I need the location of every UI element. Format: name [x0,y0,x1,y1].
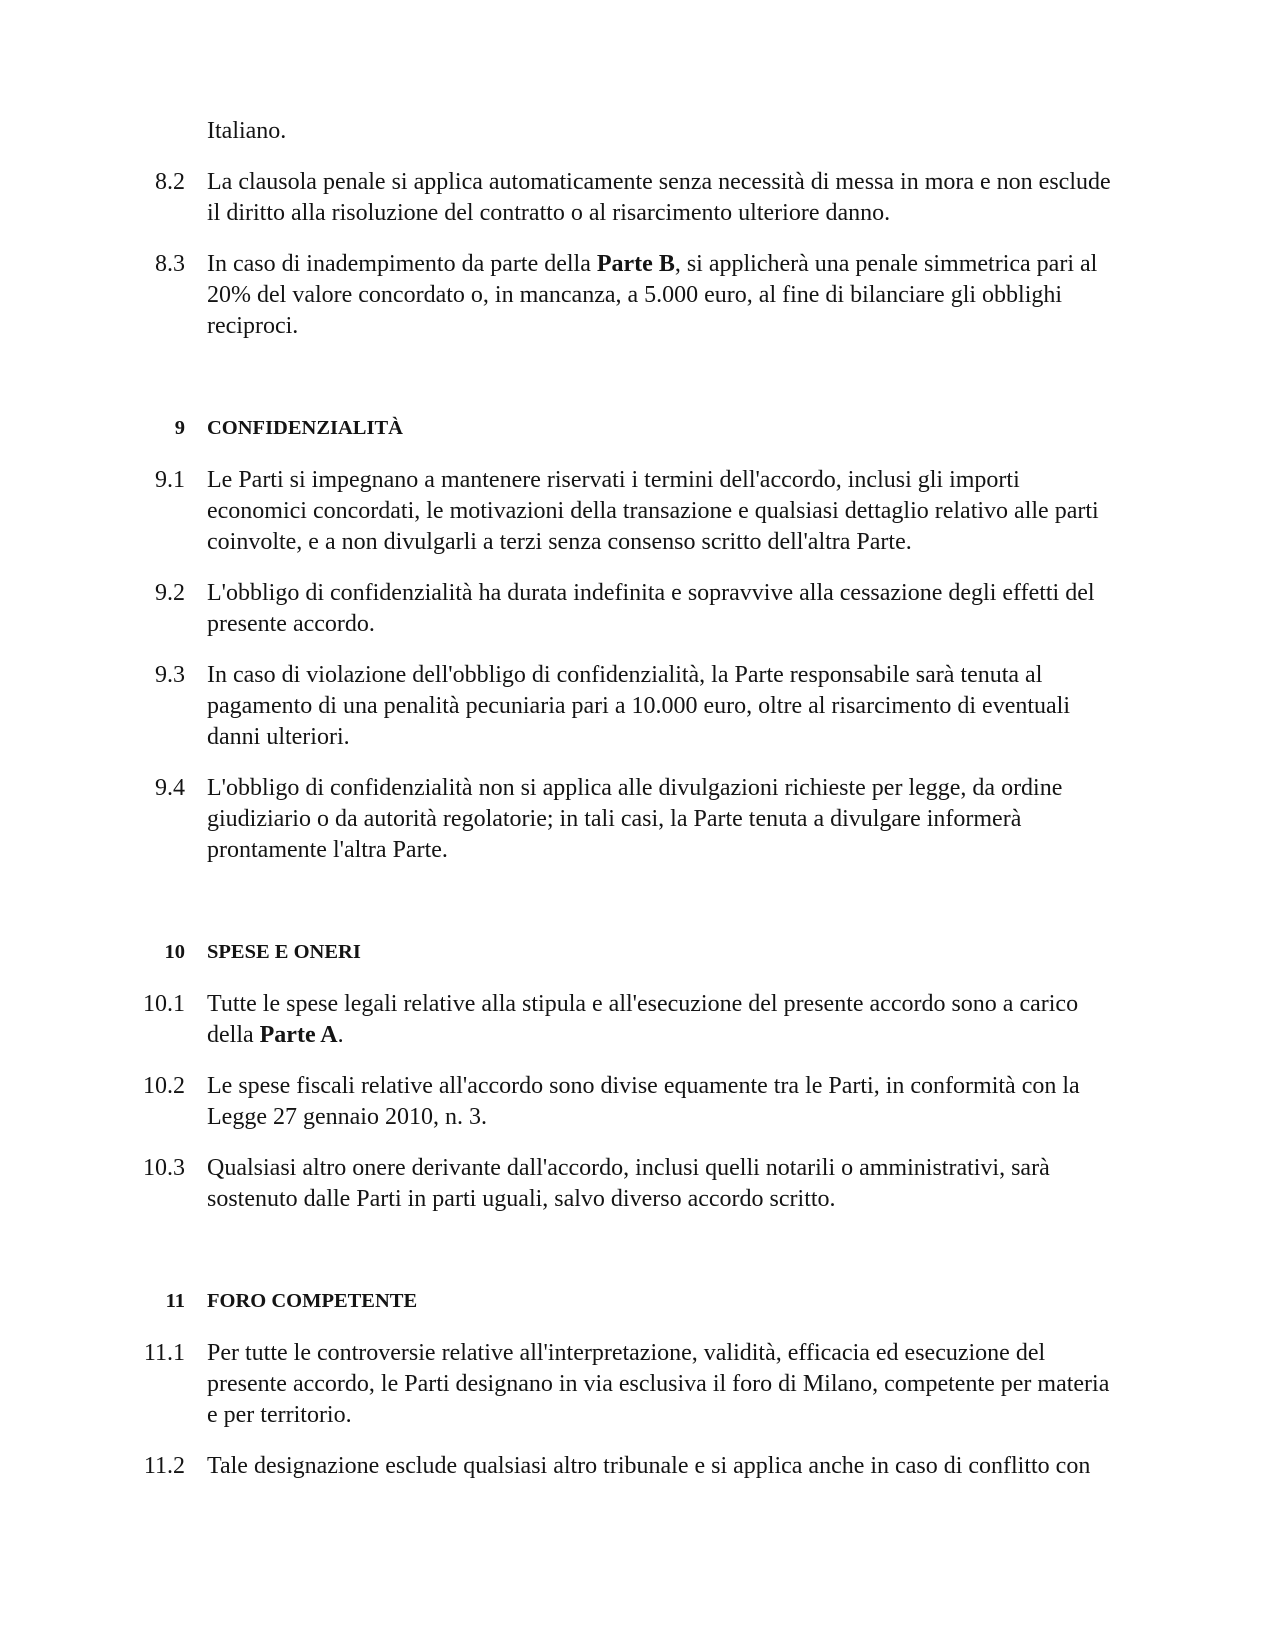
clause-10.2 [143,1071,1123,1133]
clause-9.2 [155,578,1123,640]
text-segment: Qualsiasi altro onere derivante dall'accordo, inclusi quelli notarili o amministrativi, sarà sostenuto dalle Parti in parti uguali, salvo diverso accordo scritto. [207,1155,1050,1212]
section-number: 11 [165,1290,185,1312]
text-segment: Italiano. [207,118,287,144]
clause-text [207,118,286,144]
clause-number: 9.2 [155,580,185,606]
text-segment: . [337,1022,344,1048]
clause-8.3 [155,249,1123,342]
clause-11.1 [143,1338,1123,1431]
section-title: SPESE E ONERI [207,941,361,963]
text-segment: , si applicherà una penale simmetrica pari al 20% del valore concordato o, in mancanza, a 5.000 euro, al fine di bilanciare gli obblighi reciproci. [207,251,1098,339]
clause-number: 10.1 [143,991,185,1017]
text-segment: L'obbligo di confidenzialità non si applica alle divulgazioni richieste per legge, da ordine giudiziario o da autorità regolatorie; in tali casi, la Parte tenuta a divulgare informerà prontamente l'altra Parte. [207,775,1063,863]
section-title: CONFIDENZIALITÀ [207,417,403,439]
clause-9.1 [155,465,1123,558]
bold-text: Parte B [596,251,675,277]
clause-text [207,1340,1109,1428]
clause-number: 9.3 [155,662,185,688]
section-heading [165,1286,1123,1317]
clause-text [207,1453,1090,1479]
text-segment: Tale designazione esclude qualsiasi altro tribunale e si applica anche in caso di conflitto con [207,1453,1091,1479]
text-segment: Le Parti si impegnano a mantenere riservati i termini dell'accordo, inclusi gli importi economici concordati, le motivazioni della transazione e qualsiasi dettaglio relativo alle parti coinvolte, e a non divulgarli a terzi senza consenso scritto dell'altra Parte. [207,467,1099,555]
clause-8.2 [155,167,1123,229]
clause-text [207,467,1099,555]
section-title: FORO COMPETENTE [207,1290,418,1312]
clause-number: 8.2 [155,169,185,195]
text-segment: Per tutte le controversie relative all'interpretazione, validità, efficacia ed esecuzione del presente accordo, le Parti designano in via esclusiva il foro di Milano, competente per materia e per territorio. [207,1340,1110,1428]
clause-text [207,775,1062,863]
text-segment: Le spese fiscali relative all'accordo sono divise equamente tra le Parti, in conformità con la Legge 27 gennaio 2010, n. 3. [207,1073,1080,1130]
text-segment: In caso di inadempimento da parte della [207,251,597,277]
section-number: 9 [174,417,185,439]
clause-text [207,1155,1050,1212]
section-number: 10 [164,941,185,963]
paragraph-continuation [207,116,1123,147]
text-segment: La clausola penale si applica automaticamente senza necessità di messa in mora e non esclude il diritto alla risoluzione del contratto o al risarcimento ulteriore danno. [207,169,1111,226]
clause-text [207,251,1097,339]
clause-number: 11.2 [143,1453,185,1479]
clause-text [207,580,1095,637]
clause-text [207,662,1070,750]
clause-number: 10.3 [143,1155,185,1181]
clause-11.2 [143,1451,1123,1482]
text-segment: Tutte le spese legali relative alla stipula e all'esecuzione del presente accordo sono a carico della [207,991,1079,1048]
clause-number: 9.1 [155,467,185,493]
clause-9.4 [155,773,1123,866]
bold-text: Parte A [259,1022,338,1048]
clause-text [207,169,1111,226]
clause-number: 8.3 [155,251,185,277]
clause-text [207,1073,1080,1130]
text-segment: L'obbligo di confidenzialità ha durata indefinita e sopravvive alla cessazione degli effetti del presente accordo. [207,580,1095,637]
clause-number: 11.1 [143,1340,185,1366]
clause-10.1 [143,989,1123,1051]
text-segment: In caso di violazione dell'obbligo di confidenzialità, la Parte responsabile sarà tenuta al pagamento di una penalità pecuniaria pari a 10.000 euro, oltre al risarcimento di eventuali danni ulteriori. [207,662,1071,750]
clause-10.3 [143,1153,1123,1215]
clause-9.3 [155,660,1123,753]
section-heading [174,413,1123,444]
clause-number: 9.4 [155,775,185,801]
clause-number: 10.2 [143,1073,185,1099]
clause-text [207,991,1078,1048]
section-heading [164,937,1123,968]
